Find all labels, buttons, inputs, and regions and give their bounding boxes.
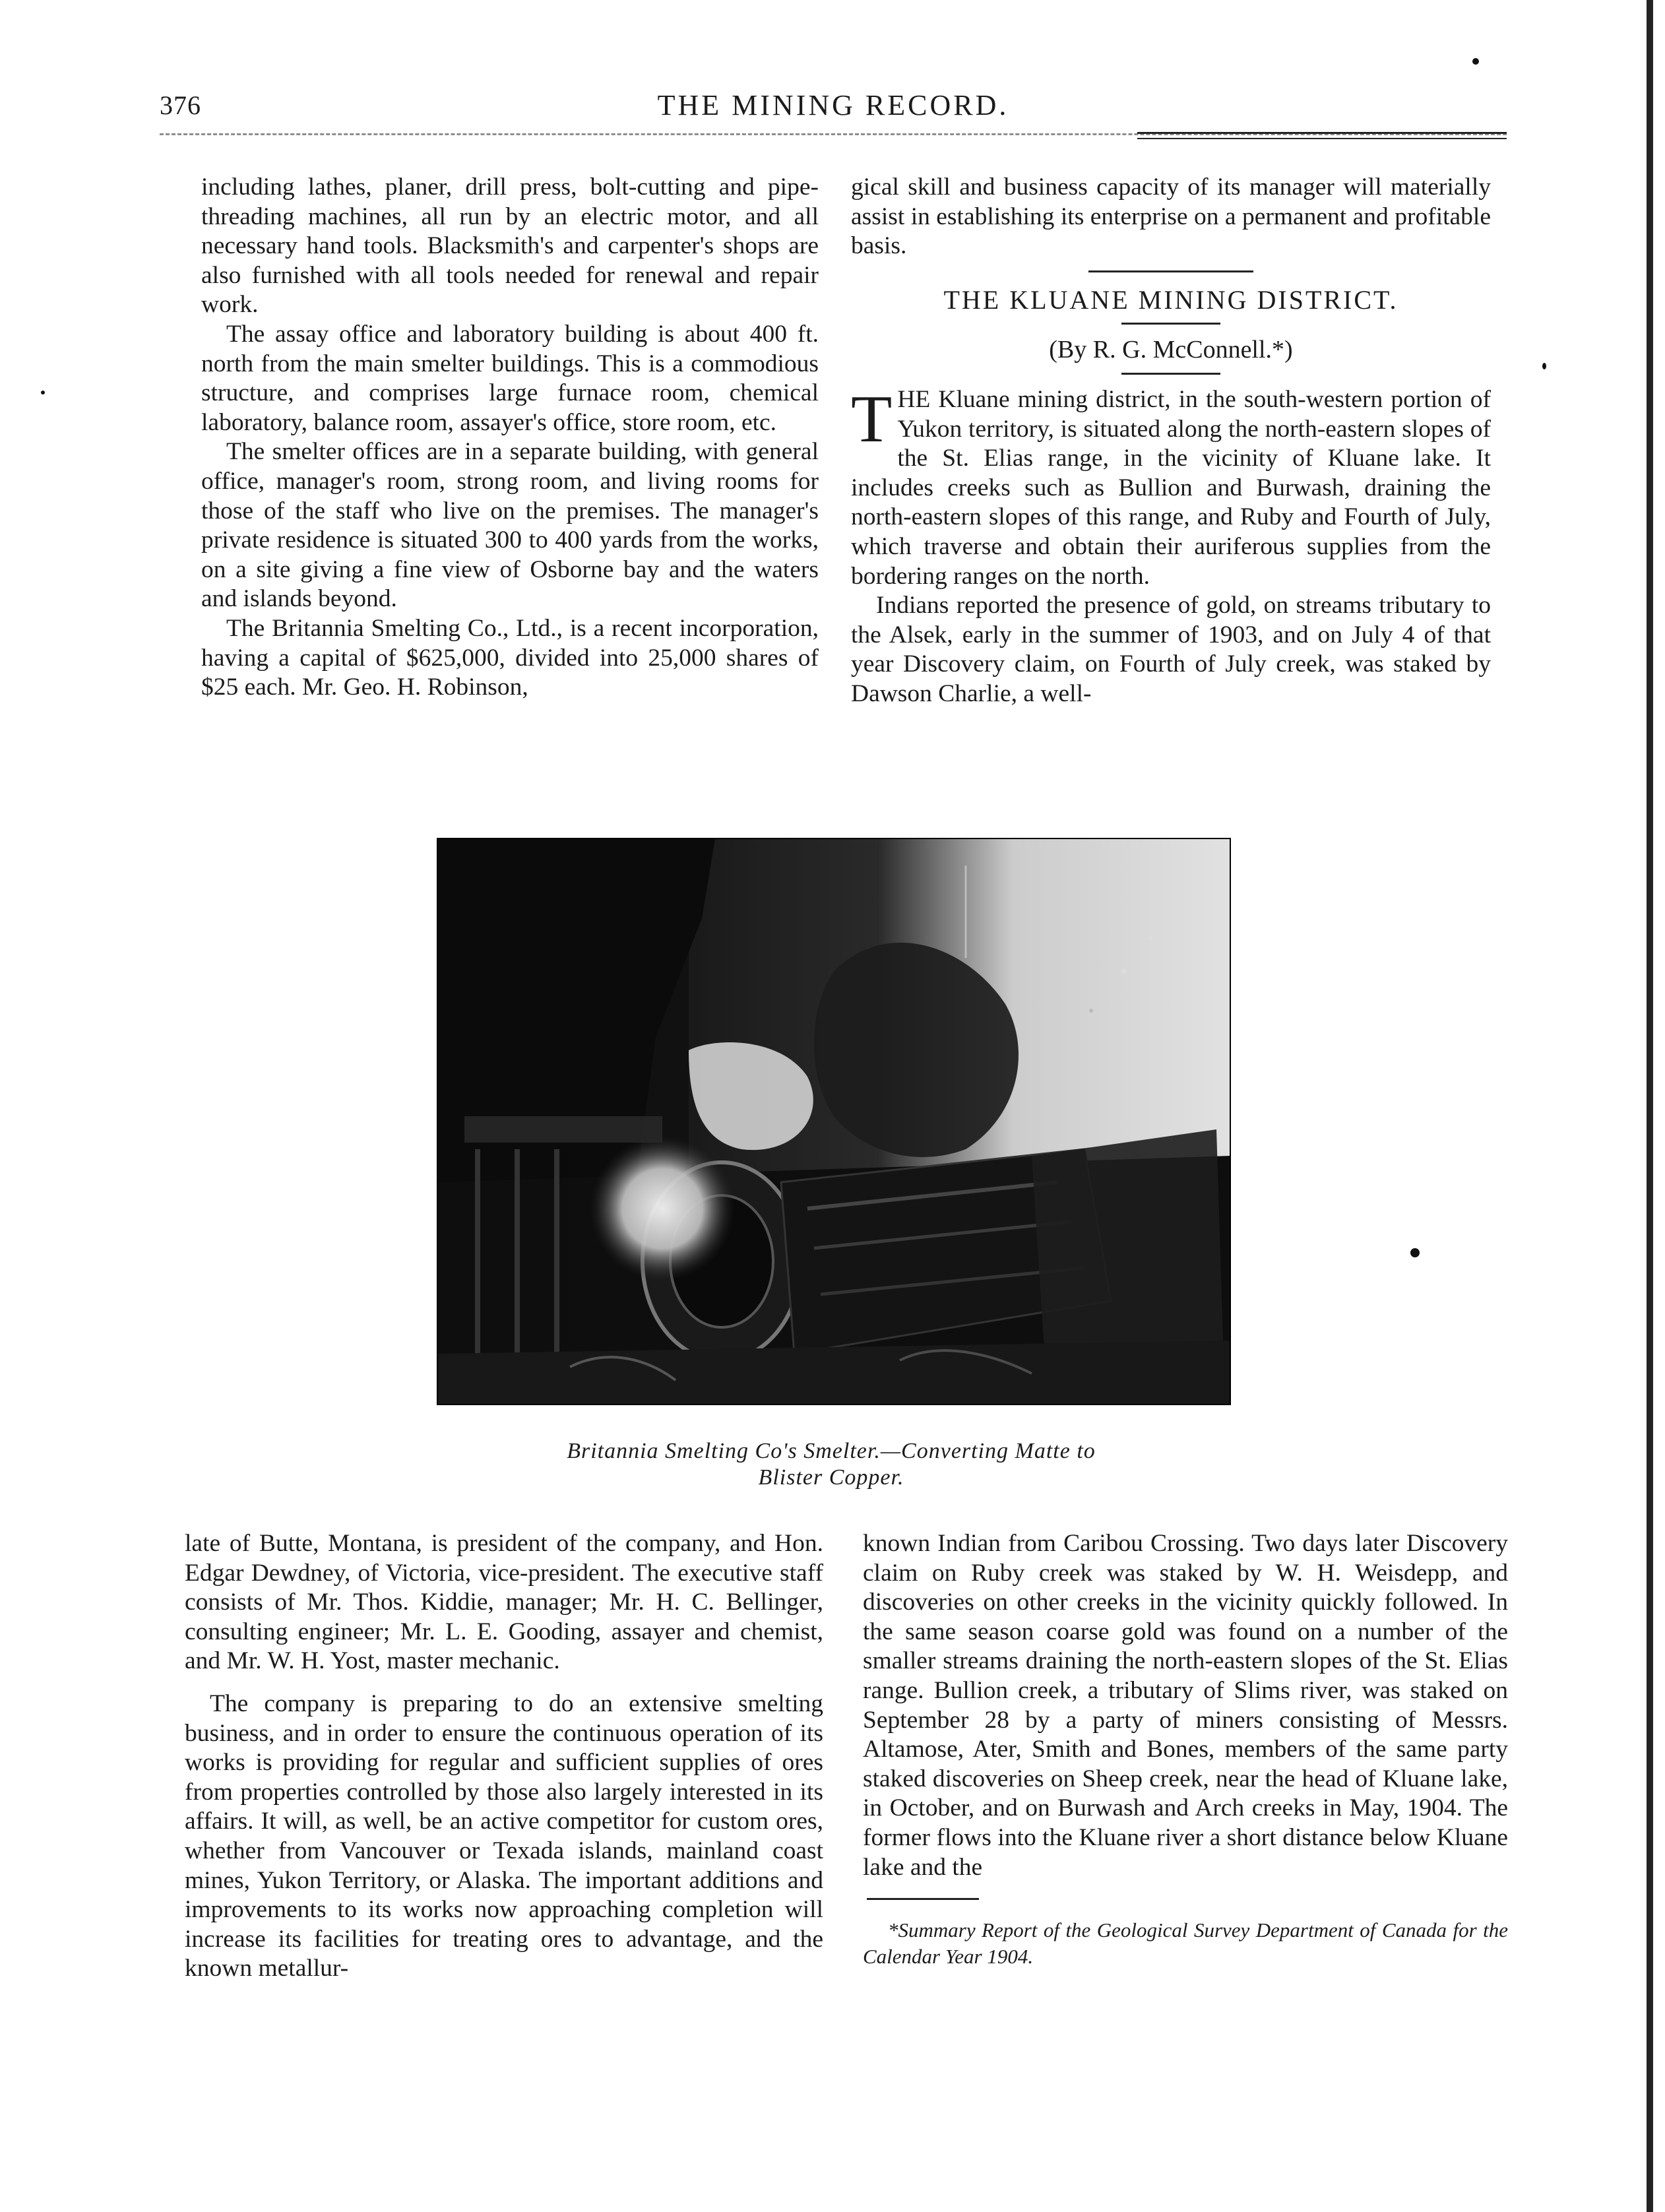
caption-line: Britannia Smelting Co's Smelter.—Converting Matte to — [567, 1439, 1096, 1463]
paragraph: The smelter offices are in a separate building, with general office, manager's room, strong room, and living rooms for those of the staff who live on the premises. The manager's private residence is situated 300 to 400 yards from the works, on a site giving a fine view of Osborne bay and the waters and islands beyond. — [201, 438, 819, 613]
column-bottom-left — [185, 1529, 823, 1984]
paragraph: The assay office and laboratory building is about 400 ft. north from the main smelter buildings. This is a commodious structure, and comprises large furnace room, chemical laboratory, balance room, assayer's office, store room, etc. — [201, 320, 819, 436]
column-top-right — [851, 173, 1491, 709]
byline: (By R. G. McConnell.*) — [1049, 336, 1293, 364]
footnote: *Summary Report of the Geological Survey Department of Canada for the Calendar Year 1904. — [863, 1918, 1508, 1969]
print-speck — [1472, 58, 1479, 65]
photo-halftone — [438, 839, 1230, 1404]
figure-caption — [462, 1438, 1201, 1491]
paragraph: late of Butte, Montana, is president of the company, and Hon. Edgar Dewdney, of Victoria, vice-president. The executive staff consists of Mr. Thos. Kiddie, manager; Mr. H. C. Bellinger, consulting engineer; Mr. L. E. Gooding, assayer and chemist, and Mr. W. H. Yost, master mechanic. — [185, 1530, 823, 1675]
caption-line: Blister Copper. — [758, 1465, 904, 1490]
paragraph: gical skill and business capacity of its manager will materially assist in establishing its enterprise on a permanent and profitable basis. — [851, 174, 1491, 260]
section-title: THE KLUANE MINING DISTRICT. — [943, 284, 1398, 315]
print-speck — [41, 391, 45, 395]
section-rule — [1088, 270, 1253, 272]
byline-rule — [1121, 373, 1220, 375]
lead-paragraph-text: HE Kluane mining district, in the south-western portion of Yukon territory, is situated along the north-eastern slopes of the St. Elias range, in the vicinity of Kluane lake. It includes creeks such as Bullion and Burwash, draining the north-eastern slopes of this range, and Ruby and Fourth of July, which traverse and obtain their auriferous supplies from the bordering ranges on the north. — [851, 385, 1491, 590]
drop-cap: T — [851, 381, 893, 457]
paragraph: The Britannia Smelting Co., Ltd., is a recent incorporation, having a capital of $625,000, divided into 25,000 shares of $25 each. Mr. Geo. H. Robinson, — [201, 614, 819, 701]
paragraph: known Indian from Caribou Crossing. Two days later Discovery claim on Ruby creek was staked by W. H. Weisdepp, and discoveries on other creeks in the vicinity quickly followed. In the same season coarse gold was found on a number of the smaller streams draining the north-eastern slopes of the St. Elias range. Bullion creek, a tributary of Slims river, was staked on September 28 by a party of miners consisting of Messrs. Altamose, Ater, Smith and Bones, members of the same party staked discoveries on Sheep creek, near the head of Kluane lake, in October, and on Burwash and Arch creeks in May, 1904. The former flows into the Kluane river a short distance below Kluane lake and the — [863, 1530, 1508, 1881]
paragraph: including lathes, planer, drill press, bolt-cutting and pipe-threading machines, all run by an electric motor, and all necessary hand tools. Blacksmith's and carpenter's shops are also furnished with all tools needed for renewal and repair work. — [201, 174, 819, 319]
page-header — [160, 84, 1507, 137]
lead-paragraph — [851, 381, 1491, 591]
paragraph: Indians reported the presence of gold, on streams tributary to the Alsek, early in the summer of 1903, and on July 4 of that year Discovery claim, on Fourth of July creek, was staked by Dawson Charlie, a well- — [851, 592, 1491, 707]
footnote-rule — [867, 1898, 979, 1900]
journal-title: THE MINING RECORD. — [657, 89, 1009, 121]
page-edge-rule — [1647, 0, 1653, 2212]
column-bottom-right — [863, 1529, 1508, 1970]
title-rule — [1121, 323, 1220, 325]
paragraph: The company is preparing to do an extensive smelting business, and in order to ensure the continuous operation of its works is providing for regular and sufficient supplies of ores from properties controlled by those also largely interested in its affairs. It will, as well, be an active competitor for custom ores, whether from Vancouver or Texada islands, mainland coast mines, Yukon Territory, or Alaska. The important additions and improvements to its works now approaching completion will increase its facilities for treating ores to advantage, and the known metallur- — [185, 1690, 823, 1982]
print-speck — [1542, 363, 1546, 369]
smelter-photograph — [437, 838, 1231, 1405]
header-double-rule — [1137, 132, 1507, 139]
print-speck — [1410, 1248, 1420, 1257]
page-number: 376 — [160, 90, 201, 120]
column-top-left — [201, 173, 819, 703]
